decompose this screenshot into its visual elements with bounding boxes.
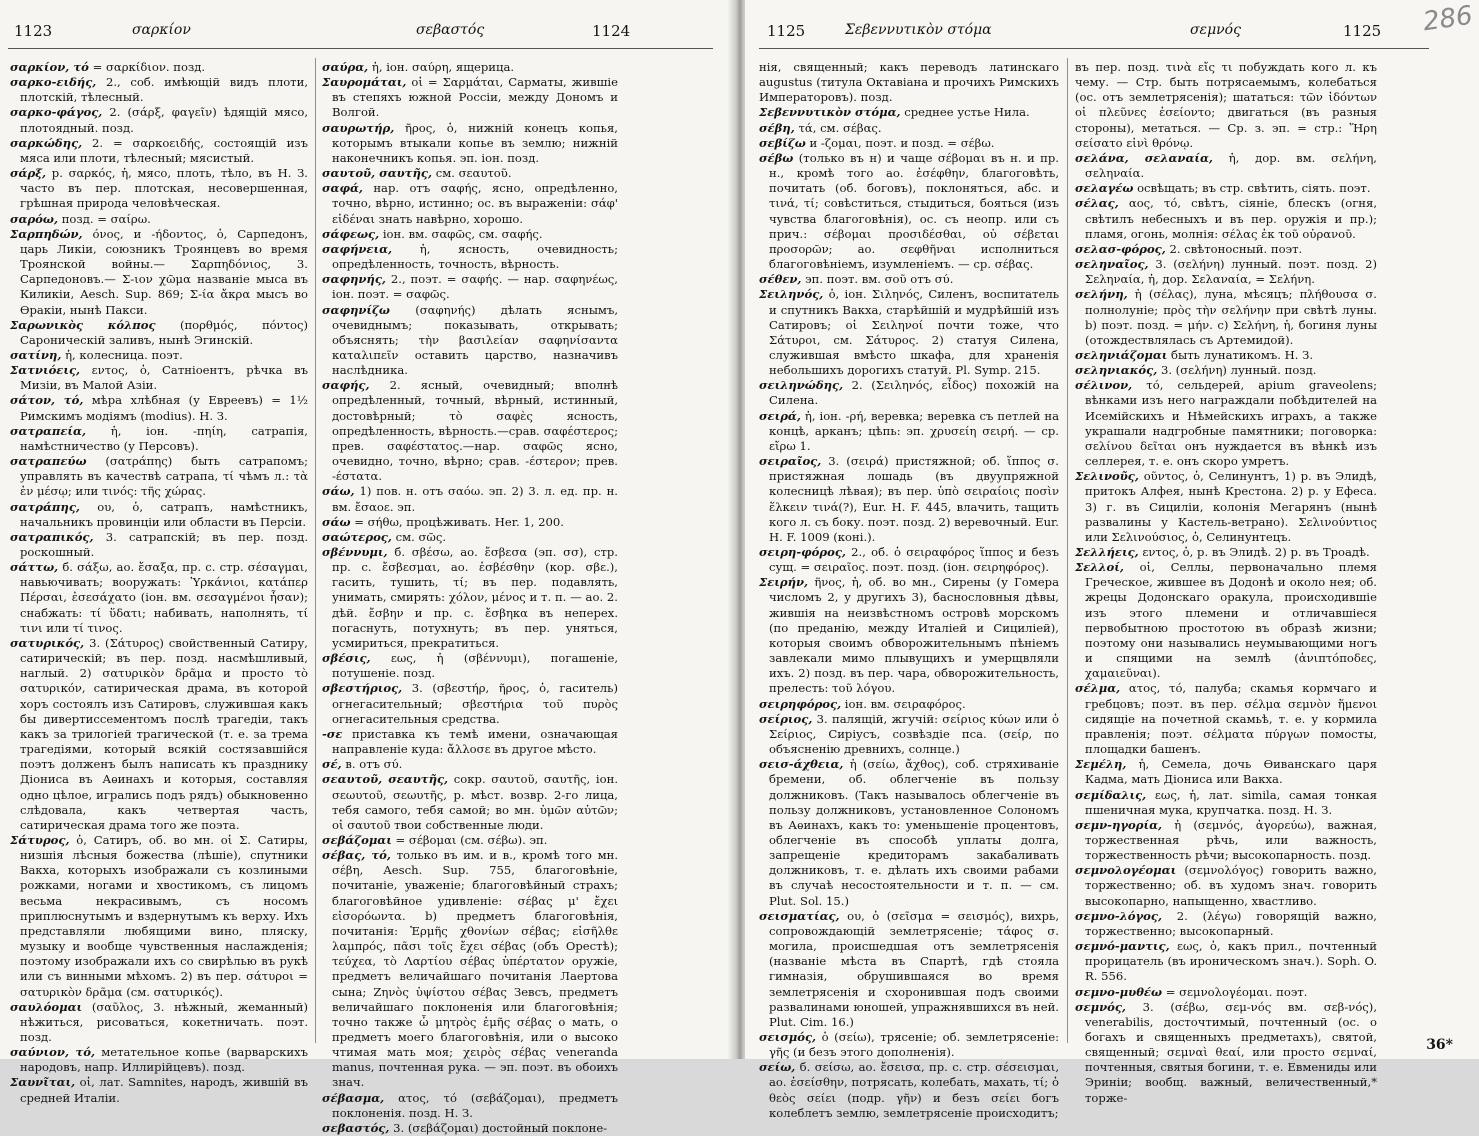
dictionary-entry [759,105,1059,120]
dictionary-entry [759,272,1059,287]
entry-definition: ου, ὁ (σεῖσμα = σεισμός), вихрь, сопровождающій землетрясеніе; τάφος σ. могила, происшедшая отъ землетрясенія (названіе мѣста въ Спартѣ, гдѣ стояла гимназія, обрушившаяся во время землетрясенія и схоронившая подъ своими развалинами юношей, упражнявшихся въ ней. Plut. Cim. 16.) [769,908,1060,1029]
entry-headword: σάτον, τό, [10,393,84,408]
entry-definition: ἡ, іон. σαύρη, ящерица. [371,60,515,74]
dictionary-entry [322,272,618,302]
dictionary-entry [10,318,308,348]
dictionary-entry [10,105,308,135]
entry-headword: σάω [322,514,351,529]
page-number-left: 1123 [14,22,53,40]
entry-definition: 2. ясный, очевидный; вполнѣ опредѣленный, точный, вѣрный, истинный, достовѣрный; τὸ σαφὲς ясность, опредѣленность, вѣрность.—срав. σαφέστερος; прев. σαφέστατος.—нар. σαφῶς ясно, очевидно, точно, вѣрно; срав. -έστερον; прев. -έστατα. [332,378,618,484]
entry-headword: σειληνώδης, [759,378,844,393]
entry-definition: ἡ, колесница. поэт. [65,347,183,362]
entry-definition: 3. (σελήνη) лунный. позд. [1160,363,1317,378]
entry-definition: только въ им. и в., кромѣ того мн. σέβη, Aesch. Sup. 755, благоговѣніе, почитаніе, уваженіе; благоговѣйный страхъ; благоговѣйное удивленіе: σέβας μ' ἔχει εἰσορόωντα. b) предметъ благоговѣнія, почитанія: Ἑρμῆς χθονίων σέβας; εἰσῆλθε λαμπρός, πᾶσι τοῖς ἔχει σέβας (объ Орестѣ); τεύχεα, τὸ Λαρτίου σέβας ὑπέρτατον оружіе, предметъ величайшаго почитанія Лаертова сына; Ζηνὸς ὑψίστου σέβας Зевсъ, предметъ величайшаго поклоненія или благоговѣнія; точно также ὦ μητρὸς ἐμῆς σέβας о мать, о предметъ моего благоговѣнія, или о высоко чтимая мать моя; χειρὸς σέβας veneranda manus, почтенная рука. — эп. поэт. въ обоихъ знач. [332,848,619,1090]
dictionary-entry [322,121,618,166]
dictionary-entry [759,1030,1059,1060]
dictionary-entry [322,484,618,514]
entry-definition: 3. (σεβάζομαι) достойный поклоне- [393,1120,608,1135]
entry-definition: ἡ, Семела, дочь Ѳиванскаго царя Кадма, мать Діониса или Вакха. [1085,757,1378,787]
entry-definition: 1) пов. н. отъ σαόω. эп. 2) 3. л. ед. пр. н. вм. ἔσαοε. эп. [332,484,618,514]
dictionary-entry [1075,863,1377,908]
entry-definition: ἡ (σέλας), луна, мѣсяцъ; πλήθουσα σ. полнолуніе; πρὸς τὴν σελήνην при свѣтѣ луны. b) поэт. позд. = μήν. c) Σελήνη, ἡ, богиня луны (отождествлялась съ Артемидой). [1085,287,1377,347]
entry-headword: σεβαστός, [322,1120,390,1135]
entry-definition: б. σείσω, ао. ἔσεισα, пр. с. стр. σέσεισμαι, ао. ἐσείσθην, потрясать, колебать, махать, τί; ὁ θεὸς σείει (подр. γῆν) и безъ σείει богъ колеблетъ землю, землетрясеніе происходитъ; [769,1060,1060,1120]
column-1 [10,60,309,1105]
entry-headword: σαυλόομαι [10,999,83,1014]
dictionary-entry [759,697,1059,712]
entry-definition: όνος, и -ήδοντος, ὁ, Сарпедонъ, царь Ликіи, союзникъ Троянцевъ во время Троянской войны.— Σαρπηδόνιος, 3. Сарпедоновъ.— Σ-ιον χῶμα названіе мыса въ Киликіи, Aesch. Sup. 869; Σ-ία ἄκρα мысъ во Ѳракіи, нынѣ Пакси. [20,226,308,317]
dictionary-entry [322,166,618,181]
entry-headword: σελαγέω [1075,181,1134,196]
entry-definition: ἡ, іон. -ρή, веревка; веревка съ петлей на концѣ, арканъ; цѣпь: эп. χρυσείη σειρή. — ср. εἴρω 1. [769,408,1059,453]
dictionary-entry [10,60,308,75]
dictionary-entry [759,545,1059,575]
dictionary-entry [1075,788,1377,818]
entry-headword: σελασ-φόρος, [1075,241,1166,256]
entry-headword: Σειρήν, [759,575,809,590]
entry-headword: σαρκο-ειδής, [10,75,97,90]
printer-signature-mark: 36* [1426,1037,1453,1053]
entry-definition: τά, см. σέβας. [798,120,882,135]
entry-definition: въ пер. позд. τινὰ εἴς τι побуждать кого л. къ чему. — Стр. быть потрясаемымъ, колебаться (ос. отъ землетрясенія); шататься: τῶν ἰδόντων οἱ πλεῦνες ἐσείοντο; двигаться (въ разныя стороны), метаться. — Ср. з. эп. = стр.: Ἥρη σείσατο εἰνὶ θρόνῳ. [1075,60,1377,150]
entry-definition: быть лунатикомъ. Н. З. [1171,347,1314,362]
entry-definition: (πορθμός, πόντος) Сароническій заливъ, нынѣ Эгинскій. [20,317,309,347]
entry-definition: ὁ (σείω), трясеніе; об. землетрясеніе: γῆς (и безъ этого дополненія). [769,1030,1059,1060]
entry-definition: ῆρος, ὁ, нижній конецъ копья, которымъ втыкали копье въ землю; нижній наконечникъ копья. эп. іон. позд. [332,120,618,165]
entry-headword: Σελλοί, [1075,560,1124,575]
running-head-left: σαρκίον [132,22,191,38]
entry-headword: σέβω [759,150,794,165]
entry-definition: сокр. σαυτοῦ, σαυτῆς, іон. σεωυτοῦ, σεωυτῆς, р. мѣст. возвр. 2-го лица, тебя самого, тебя самой; во мн. ὑμῶν αὐτῶν; οἱ σαυτοῦ твои собственные люди. [332,772,619,832]
entry-definition: 2., соб. имѣющій видъ плоти, плотскій, тѣлесный. [20,75,309,105]
dictionary-entry [322,515,618,530]
entry-definition: ῆνος, ἡ, об. во мн., Сирены (у Гомера числомъ 2, у другихъ 3), баснословныя дѣвы, жившія на неизвѣстномъ островѣ морскомъ (по преданію, между Италіей и Сициліей), которыя своимъ обворожительнымъ пѣніемъ завлекали мимо плывущихъ и умерщвляли ихъ. 2) позд. въ пер. чара, обворожительность, прелесть: τοῦ λόγου. [769,575,1059,696]
dictionary-entry [759,151,1059,272]
dictionary-entry [1075,818,1377,863]
dictionary-entry [322,60,618,75]
entry-headword: σεβίζω [759,135,806,150]
dictionary-entry [10,1045,308,1075]
column-3 [759,60,1060,1120]
dictionary-entry [10,1000,308,1045]
dictionary-entry [10,75,308,105]
dictionary-entry [322,833,618,848]
entry-definition: 3. (Σάτυρος) свойственный Сатиру, сатирическій; въ пер. позд. насмѣшливый, наглый. 2) σατυρικὸν δρᾶμα и просто τὸ σατυρικόν, сатирическая драма, въ которой хоръ состоялъ изъ Сатировъ, служившая какъ бы дивертиссементомъ послѣ трагедіи, такъ какъ за трилогіей трагической (т. е. за трема трагедіями, который всякій состязавшійся поэтъ долженъ былъ написать къ празднику Діониса въ Аѳинахъ и которыя, составляя одно цѣлое, игрались подъ рядъ) обыкновенно слѣдовала, какъ четвертая часть, сатирическая драма того же поэта. [20,635,308,832]
entry-definition: (σαφηνής) дѣлать яснымъ, очевиднымъ; показывать, открывать; объяснять; τὴν βασιλείαν σαφηνίσαντα καταλιπεῖν оставить царство, назначивъ наслѣдника. [332,302,619,378]
right-page [745,0,1479,1120]
dictionary-entry [10,636,308,833]
entry-definition: мѣра хлѣбная (у Евреевъ) = 1½ Римскимъ модіямъ (modius). Н. З. [20,393,308,423]
dictionary-entry [322,227,618,242]
entry-headword: σάφεως, [322,226,380,241]
entry-headword: σβέννυμι, [322,545,388,559]
dictionary-entry [1075,151,1377,181]
entry-definition: οῦντος, ὁ, Селинунтъ, 1) р. въ Элидѣ, притокъ Алфея, нынѣ Крестона. 2) р. у Ефеса. 3) г. въ Сициліи, колонія Мегарянъ (нынѣ развалины у Кастель-ветрано). Σελινούντιος или Σελινούσιος, ὁ, Селинунтецъ. [1085,469,1377,544]
dictionary-entry [322,530,618,545]
dictionary-entry [1075,60,1377,151]
entry-headword: σαώτερος, [322,529,392,544]
dictionary-entry [1075,681,1377,757]
dictionary-entry [1075,985,1377,1000]
entry-definition: (σεμνολόγος) говорить важно, торжественно; об. въ худомъ знач. говорить высокопарно, напыщенно, хвастливо. [1085,863,1377,908]
dictionary-entry [322,651,618,681]
entry-headword: Σάτυρος, [10,832,70,847]
left-page [0,0,735,1135]
entry-definition: εως, ὁ, какъ прил., почтенный прорицатель (въ ироническомъ знач.). Soph. O. R. 556. [1085,939,1378,984]
dictionary-entry [10,363,308,393]
entry-headword: Σελινοῦς, [1075,469,1139,484]
entry-definition: εως, ἡ, лат. simila, самая тонкая пшеничная мука, крупчатка. позд. Н. З. [1085,787,1378,817]
entry-definition: = σεμνολογέομαι. поэт. [1165,984,1308,999]
entry-definition: нія, священный; какъ переводъ латинскаго augustus (титула Октавіана и прочихъ Римскихъ Императоровъ). позд. [759,60,1059,105]
entry-headword: Σαρπηδών, [10,226,83,241]
dictionary-entry [10,560,308,636]
dictionary-entry [10,348,308,363]
entry-headword: σελάνα, σελαναία, [1075,150,1213,165]
entry-definition: ατος, τό, палуба; скамья кормчаго и гребцовъ; поэт. въ пер. σέλμα σεμνὸν ἥμενοι сидящіе на почетной скамьѣ, т. е. у кормила правленія; поэт. σέλματα πύργων помосты, площадки башенъ. [1085,681,1377,757]
dictionary-entry [1075,757,1377,787]
entry-headword: -σε [322,726,343,741]
header-rule-left [8,48,713,49]
dictionary-entry [759,378,1059,408]
entry-headword: σεμνός, [1075,999,1126,1014]
entry-headword: σατράπης, [10,499,80,514]
entry-headword: σεμν-ηγορία, [1075,817,1163,832]
dictionary-entry [759,575,1059,696]
dictionary-entry [10,530,308,560]
entry-definition: 3. палящій, жгучій: σείριος κύων или ὁ Σείριος, Сиріусъ, созвѣздіе пса. (σείρ, по объясненію древнихъ, солнце.) [769,711,1060,757]
entry-headword: σαφής, [322,378,370,393]
dictionary-entry [322,772,618,833]
dictionary-entry [759,60,1059,105]
entry-headword: σέβη, [759,120,795,135]
entry-definition: 2. свѣтоносный. поэт. [1169,241,1303,256]
entry-headword: σαρκο-φάγος, [10,105,103,120]
entry-definition: 3. (σέβω, σεμ-νός вм. σεβ-νός), venerabilis, досточтимый, почтенный (ос. о богахъ и священныхъ предметахъ), святой, священный; σεμναὶ θεαί, или просто σεμναί, почтенныя, святыя богини, т. е. Евмениды или Эриніи; вообщ. важный, величественный,* торже- [1085,999,1378,1105]
column-divider-right [1067,58,1068,1043]
dictionary-entry [10,454,308,499]
entry-headword: Σατνιόεις, [10,363,81,378]
entry-definition: = σαρκίδιον. позд. [92,60,206,74]
running-head-right: Σεβεννυτικὸν στόμα [845,22,992,38]
entry-definition: εντος, ὁ, Сатніоентъ, рѣчка въ Мизіи, въ Малой Азіи. [20,363,309,393]
dictionary-entry [10,500,308,530]
entry-headword: σατραπικός, [10,529,94,544]
dictionary-entry [759,712,1059,757]
page-number-left-second: 1124 [592,22,631,40]
entry-headword: σεμνο-μυθέω [1075,984,1163,999]
entry-definition: среднее устье Нила. [904,105,1030,120]
dictionary-entry [1075,242,1377,257]
dictionary-entry [10,424,308,454]
entry-headword: Σεβεννυτικὸν στόμα, [759,105,901,120]
entry-headword: σαρόω, [10,211,58,226]
entry-headword: σέ, [322,757,342,772]
entry-headword: σαυτοῦ, σαυτῆς, [322,166,433,181]
dictionary-entry [1075,181,1377,196]
dictionary-entry [1075,378,1377,469]
entry-definition: эп. поэт. вм. σοῦ отъ σύ. [805,272,954,287]
entry-definition: 2. (λέγω) говорящій важно, торжественно; высокопарный. [1085,908,1377,938]
entry-headword: Σεμέλη, [1075,757,1127,772]
entry-headword: σέλινον, [1075,378,1133,393]
entry-headword: σεβάζομαι [322,832,392,847]
entry-headword: σαρκώδης, [10,135,83,150]
entry-headword: σέβασμα, [322,1090,385,1105]
running-head-right-second: σεμνός [1190,22,1241,38]
entry-headword: σελήνη, [1075,287,1128,302]
dictionary-entry [322,303,618,379]
entry-headword: σεληνιακός, [1075,363,1158,378]
entry-headword: σβέσις, [322,651,371,666]
entry-definition: см. σῶς. [395,529,447,544]
entry-headword: σεληναῖος, [1075,257,1149,272]
entry-definition: ατος, τό (σεβάζομαι), предметъ поклоненія. позд. Н. З. [332,1090,618,1120]
entry-definition: в. отъ σύ. [345,757,403,772]
entry-headword: σέλας, [1075,196,1119,211]
entry-definition: τό, сельдерей, apium graveolens; вѣнками изъ него награждали побѣдителей на Исемійскихъ и Нѣмейскихъ играхъ, а также украшали надгробные памятники; поговорка: σελίνου δεῖται онъ нуждается въ вѣнкѣ изъ селлерея, т. е. онъ скоро умретъ. [1085,378,1378,469]
entry-headword: σειραῖος, [759,454,822,469]
entry-headword: Σαυρομάται, [322,75,407,90]
dictionary-entry [1075,560,1377,681]
entry-definition: и -ζομαι, поэт. и позд. = σέβω. [809,135,995,150]
dictionary-entry [322,757,618,772]
entry-definition: = σήθω, процѣживать. Her. 1, 200. [354,514,564,529]
running-head-left-second: σεβαστός [416,22,485,38]
entry-definition: ἡ, іон. -πηίη, сатрапія, намѣстничество (у Персовъ). [20,423,308,453]
entry-definition: 2. (σάρξ, φαγεῖν) ѣдящій мясо, плотоядный. позд. [20,105,309,135]
entry-headword: σάττω, [10,560,59,575]
entry-headword: σαρκίον, τό [10,60,89,74]
dictionary-entry [1075,545,1377,560]
dictionary-entry [322,242,618,272]
entry-definition: ὁ, іон. Σιληνός, Силенъ, воспитатель и спутникъ Вакха, старѣйшій и мудрѣйшій изъ Сатировъ; οἱ Σειληνοί почти тоже, что Σάτυροι, см. Σάτυρος. 2) статуя Силена, служившая вмѣсто шкафа, для храненія небольшихъ дорогихъ статуй. Pl. Symp. 215. [769,287,1059,378]
dictionary-entry [322,1121,618,1136]
entry-definition: б. σάξω, ао. ἔσαξα, пр. с. стр. σέσαγμαι, навьючивать; вооружать: Ὑρκάνιοι, κατάπερ Πέρσαι, ἐσεσάχατο (іон. вм. σεσαγμένοι ἦσαν); снабжать: τί ὕδατι; набивать, наполнять, τί τινι или τί τινος. [20,560,308,635]
handwritten-page-mark: 286 [1421,0,1475,38]
dictionary-entry [322,1091,618,1121]
dictionary-entry [1075,287,1377,348]
dictionary-entry [10,212,308,227]
entry-definition: εντος, ὁ, р. въ Элидѣ. 2) р. въ Троадѣ. [1142,545,1370,559]
entry-definition: 3. сатрапскій; въ пер. позд. роскошный. [20,529,309,559]
dictionary-entry [322,75,618,120]
page-number-right-second: 1125 [1343,22,1382,40]
entry-headword: σάρξ, [10,166,47,181]
entry-definition: οἱ, лат. Samnites, народъ, жившій въ средней Италіи. [20,1075,308,1105]
entry-definition: освѣщать; въ стр. свѣтить, сіять. поэт. [1137,181,1371,196]
entry-definition: ὁ, Сатиръ, об. во мн. οἱ Σ. Сатиры, низшія лѣсныя божества (лѣшіе), спутники Вакха, которыхъ изображали съ козлиными рожками, ногами и хвостикомъ, съ лицомъ весьма некрасивымъ, съ носомъ приплюснутымъ и вздернутымъ къ верху. Ихъ представляли любящими вино, пляску, музыку и вообще чувственныя наслажденія; поэтому изображали ихъ со свирѣлью въ рукѣ или съ винными мѣхомъ. 2) въ пер. σάτυροι = σατυρικὸν δρᾶμα (см. σατυρικός). [20,832,309,999]
entry-definition: (σαῦλος, 3. нѣжный, жеманный) нѣжиться, рисоваться, кокетничать. поэт. позд. [20,999,308,1044]
header-rule-right [759,48,1429,49]
dictionary-entry [10,833,308,1000]
entry-headword: σέλμα, [1075,681,1121,696]
entry-headword: σειρά, [759,408,801,423]
entry-definition: 2., об. ὁ σειραφόρος ἵππος и безъ сущ. = σειραῖος. поэт. позд. (іон. σειρηφόρος). [769,545,1060,575]
entry-definition: 3. (σβεστήρ, ῆρος, ὁ, гаситель) огнегасительный; σβεστήρια τοῦ πυρὸς огнегасительныя средства. [332,681,619,726]
dictionary-entry [322,681,618,726]
entry-headword: σείριος, [759,711,813,726]
dictionary-entry [10,227,308,318]
dictionary-entry [759,757,1059,909]
entry-definition: р. σαρκός, ἡ, мясо, плоть, тѣло, въ Н. З. часто въ пер. плотская, несовершенная, грѣшная природа человѣческая. [20,166,308,211]
entry-definition: б. σβέσω, ао. ἔσβεσα (эп. σσ), стр. пр. с. ἔσβεσμαι, ао. ἐσβέσθην (кор. σβε.), гасить, тушить, τί; въ пер. подавлять, унимать, смирять: χόλον, μένος и т. п. — ао. 2. дѣй. ἔσβην и пр. с. ἔσβηκα въ неперех. погаснуть, потухнуть; въ пер. уняться, усмириться, прекратиться. [332,545,618,650]
entry-headword: σεαυτοῦ, σεαυτῆς, [322,772,449,787]
entry-headword: σειρη-φόρος, [759,545,846,559]
dictionary-entry [759,1060,1059,1121]
dictionary-entry [1075,909,1377,939]
entry-definition: = σέβομαι (см. σέβω). эп. [395,832,548,847]
entry-definition: см. σεαυτοῦ. [435,166,512,181]
entry-headword: σεισ-άχθεια, [759,757,844,772]
entry-definition: εως, ἡ (σβέννυμι), погашеніе, потушеніе. позд. [332,651,618,681]
entry-headword: σεμνό-μαντις, [1075,939,1170,954]
entry-definition: ἡ (σείω, ἄχθος), соб. стряхиваніе бремени, об. облегченіе въ пользу должниковъ. (Такъ называлось облегченіе въ пользу должниковъ, установленное Солономъ въ Аѳинахъ, какъ то: уменьшеніе процентовъ, облегченіе въ способѣ уплаты долга, запрещеніе кредиторамъ закабаливать должниковъ, т. е. дѣлать ихъ своими рабами въ случаѣ несостоятельности и т. п. — см. Plut. Sol. 15.) [769,757,1059,908]
entry-definition: ἡ, ясность, очевидность; опредѣленность, точность, вѣрность. [332,241,618,272]
dictionary-entry [1075,1000,1377,1106]
entry-headword: σεμνο-λόγος, [1075,908,1163,923]
entry-headword: σέβας, τό, [322,848,391,863]
entry-headword: Σαυνῖται, [10,1075,76,1090]
entry-headword: Σειληνός, [759,287,824,302]
entry-definition: ἡ (σεμνός, ἀγορεύω), важная, торжественная рѣчь, или важность, торжественность рѣчи; высокопарность. позд. [1085,817,1377,863]
entry-definition: 3. (σελήνη) лунный. поэт. позд. 2) Σεληναία, ἡ, дор. Σελαναία, = Σελήνη. [1085,257,1378,287]
entry-headword: σείω, [759,1060,796,1075]
entry-headword: σαφήνεια, [322,241,393,256]
entry-headword: σαύνιον, τό, [10,1045,96,1060]
entry-definition: іон. вм. σειραφόρος. [844,696,966,711]
entry-headword: σαφηνής, [322,272,386,287]
column-2 [322,60,619,1135]
entry-definition: ου, ὁ, сатрапъ, намѣстникъ, начальникъ провинціи или области въ Персіи. [20,499,308,529]
dictionary-entry [1075,939,1377,984]
entry-headword: σεισματίας, [759,908,840,923]
dictionary-entry [1075,257,1377,287]
dictionary-entry [322,181,618,226]
dictionary-entry [10,136,308,166]
entry-headword: σαφηνίζω [322,302,390,317]
dictionary-entry [322,848,618,1091]
dictionary-entry [1075,348,1377,363]
page-number-right: 1125 [767,22,806,40]
entry-headword: σατραπεύω [10,454,87,469]
dictionary-entry [10,393,308,423]
entry-headword: σατυρικός, [10,635,85,650]
entry-definition: ἡ, дор. вм. σελήνη, σεληναία. [1085,150,1377,181]
entry-headword: Σελλήεις, [1075,545,1139,559]
entry-definition: (σατράπης) быть сатрапомъ; управлять въ качествѣ сатрапа, τί чѣмъ л.: τὰ ἐν μέσῳ; или τινός: τῆς χώρας. [20,454,309,499]
entry-definition: метательное копье (варварскихъ народовъ, напр. Иллирійцевъ). позд. [20,1045,308,1075]
dictionary-entry [10,1075,308,1105]
entry-headword: σατίνη, [10,347,62,362]
entry-headword: σεμνολογέομαι [1075,863,1177,878]
entry-headword: σειρηφόρος, [759,696,842,711]
entry-headword: σεμίδαλις, [1075,787,1147,802]
entry-definition: (только въ н) и чаще σέβομαι въ н. и пр. н., кромѣ того ао. ἐσέφθην, благоговѣть, почитать (об. боговъ), поклоняться, абс. и τινά, τί; совѣститься, стыдиться, бояться (изъ чувства благоговѣнія), ос. съ неопр. или съ прич.: σέβομαι προσιδέσθαι, οὐ σέβεται προσορῶν; ао. σεφθῆναι исполниться благоговѣніемъ, изумленіемъ. — ср. σέβας. [769,150,1059,272]
entry-headword: Σαρωνικὸς κόλπος [10,317,156,332]
dictionary-entry [1075,363,1377,378]
dictionary-entry [322,378,618,484]
entry-headword: σέθεν, [759,272,802,287]
entry-headword: σάω, [322,484,355,499]
entry-headword: σβεστήριος, [322,681,403,696]
entry-definition: іон. вм. σαφῶς, см. σαφής. [382,226,543,241]
dictionary-entry [759,136,1059,151]
dictionary-entry [1075,469,1377,545]
entry-definition: 2., поэт. = σαφής. — нар. σαφηνέως, іон. поэт. = σαφῶς. [332,272,618,302]
entry-definition: нар. отъ σαφής, ясно, опредѣленно, точно, вѣрно, истинно; ос. въ выраженіи: σάφ' εἰδέναι знать навѣрно, хорошо. [332,181,618,226]
entry-definition: 2. (Σειληνός, εἶδος) похожій на Силена. [769,378,1059,408]
entry-headword: σεισμός, [759,1030,817,1044]
entry-headword: σαύρα, [322,60,369,74]
dictionary-entry [759,909,1059,1030]
entry-definition: приставка къ темѣ имени, означающая направленіе куда: ἄλλοσε въ другое мѣсто. [332,726,618,757]
entry-definition: позд. = σαίρω. [61,211,151,226]
dictionary-entry [759,287,1059,378]
entry-headword: σαφά, [322,181,363,196]
entry-definition: οἱ, Селлы, первоначально племя Греческое, жившее въ Додонѣ и около нея; об. жрецы Додонскаго оракула, происходившіе изъ этого племени и отличавшіеся первобытною простотою въ образѣ жизни; поэтому они назывались неумывающими ногъ и спящими на землѣ (ἀνιπτόποδες, χαμαιεῦναι). [1085,560,1377,681]
column-4 [1075,60,1378,1105]
dictionary-entry [759,409,1059,454]
entry-headword: σεληνιάζομαι [1075,347,1168,362]
dictionary-entry [10,166,308,211]
entry-headword: σατραπεία, [10,423,87,438]
dictionary-entry [322,727,618,757]
entry-definition: 3. (σειρά) пристяжной; об. ἵππος σ. пристяжная лошадь (въ двуупряжной колесницѣ лѣвая); въ пер. ὑπὸ σειραίοις ποσὶν ἕλκειν τινά(?), Eur. H. F. 445, влачить, тащить кого л. съ боку. поэт. позд. 2) веревочный. Eur. H. F. 1009 (коні.). [769,454,1059,544]
dictionary-entry [759,121,1059,136]
dictionary-entry [759,454,1059,545]
dictionary-entry [322,545,618,651]
entry-headword: σαυρωτήρ, [322,120,395,135]
entry-definition: 2. = σαρκοειδής, состоящій изъ мяса или плоти, тѣлесный; мясистый. [20,135,308,165]
entry-definition: οἱ = Σαρμάται, Сарматы, жившіе въ степяхъ южной Россіи, между Дономъ и Волгой. [332,75,619,120]
entry-definition: αος, τό, свѣтъ, сіяніе, блескъ (огня, свѣтилъ небесныхъ и въ пер. оружія и пр.); пламя, огонь, молнія: σέλας ἐκ τοῦ οὐρανοῦ. [1085,196,1378,241]
column-divider-left [315,58,316,1043]
dictionary-entry [1075,196,1377,241]
